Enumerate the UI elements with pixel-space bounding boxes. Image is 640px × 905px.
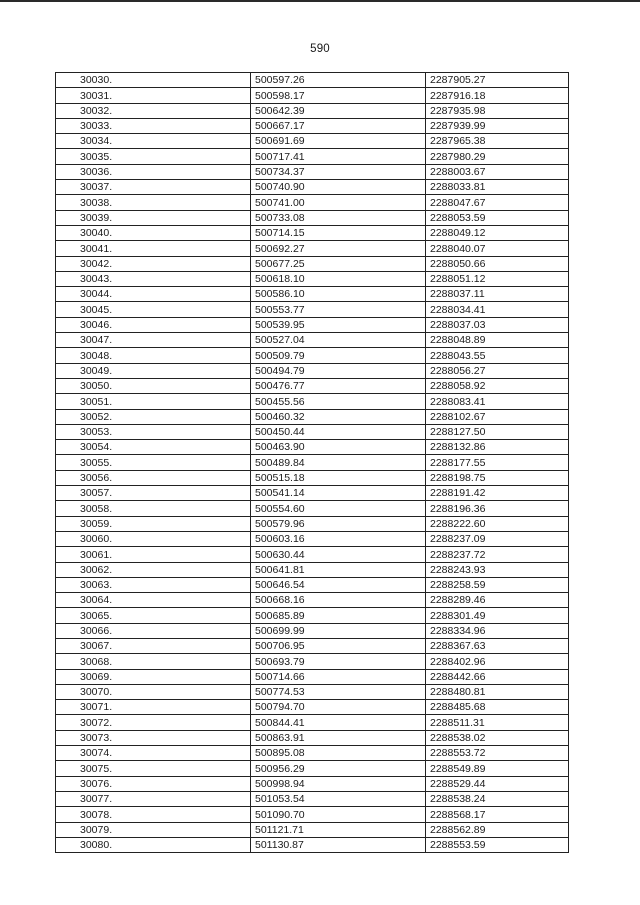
easting-cell: 500618.10 <box>251 271 426 286</box>
point-number-cell: 30034. <box>56 134 251 149</box>
table-row <box>56 195 569 210</box>
northing-cell: 2288083.41 <box>426 394 569 409</box>
northing-cell: 2288402.96 <box>426 654 569 669</box>
table-row <box>56 210 569 225</box>
coordinates-table <box>55 72 569 853</box>
easting-cell: 500691.69 <box>251 134 426 149</box>
northing-cell: 2288549.89 <box>426 761 569 776</box>
table-row <box>56 333 569 348</box>
point-number-cell: 30077. <box>56 791 251 806</box>
point-number-cell: 30045. <box>56 302 251 317</box>
table-row <box>56 363 569 378</box>
point-number-cell: 30055. <box>56 455 251 470</box>
table-row <box>56 623 569 638</box>
easting-cell: 500539.95 <box>251 317 426 332</box>
easting-cell: 500733.08 <box>251 210 426 225</box>
point-number-cell: 30059. <box>56 516 251 531</box>
northing-cell: 2288037.03 <box>426 317 569 332</box>
table-row <box>56 531 569 546</box>
northing-cell: 2287980.29 <box>426 149 569 164</box>
point-number-cell: 30039. <box>56 210 251 225</box>
easting-cell: 500706.95 <box>251 638 426 653</box>
table-row <box>56 638 569 653</box>
point-number-cell: 30031. <box>56 88 251 103</box>
table-row <box>56 118 569 133</box>
point-number-cell: 30038. <box>56 195 251 210</box>
easting-cell: 500714.66 <box>251 669 426 684</box>
point-number-cell: 30064. <box>56 593 251 608</box>
northing-cell: 2288048.89 <box>426 333 569 348</box>
point-number-cell: 30040. <box>56 225 251 240</box>
point-number-cell: 30061. <box>56 547 251 562</box>
northing-cell: 2288485.68 <box>426 700 569 715</box>
easting-cell: 500642.39 <box>251 103 426 118</box>
easting-cell: 500740.90 <box>251 180 426 195</box>
point-number-cell: 30068. <box>56 654 251 669</box>
easting-cell: 500630.44 <box>251 547 426 562</box>
easting-cell: 500895.08 <box>251 746 426 761</box>
easting-cell: 500494.79 <box>251 363 426 378</box>
table-row <box>56 761 569 776</box>
table-row <box>56 73 569 88</box>
table-row <box>56 501 569 516</box>
table-row <box>56 287 569 302</box>
table-row <box>56 348 569 363</box>
table-row <box>56 317 569 332</box>
easting-cell: 500699.99 <box>251 623 426 638</box>
easting-cell: 500553.77 <box>251 302 426 317</box>
easting-cell: 501090.70 <box>251 807 426 822</box>
table-row <box>56 256 569 271</box>
northing-cell: 2288003.67 <box>426 164 569 179</box>
table-row <box>56 103 569 118</box>
point-number-cell: 30032. <box>56 103 251 118</box>
point-number-cell: 30058. <box>56 501 251 516</box>
table-row <box>56 837 569 852</box>
northing-cell: 2288480.81 <box>426 684 569 699</box>
point-number-cell: 30057. <box>56 486 251 501</box>
table-row <box>56 593 569 608</box>
northing-cell: 2288237.72 <box>426 547 569 562</box>
northing-cell: 2287939.99 <box>426 118 569 133</box>
top-border-line <box>0 0 640 2</box>
easting-cell: 500541.14 <box>251 486 426 501</box>
table-row <box>56 409 569 424</box>
point-number-cell: 30066. <box>56 623 251 638</box>
easting-cell: 500463.90 <box>251 440 426 455</box>
page-number: 590 <box>310 43 330 55</box>
northing-cell: 2288237.09 <box>426 531 569 546</box>
easting-cell: 500685.89 <box>251 608 426 623</box>
northing-cell: 2288511.31 <box>426 715 569 730</box>
point-number-cell: 30053. <box>56 424 251 439</box>
point-number-cell: 30054. <box>56 440 251 455</box>
easting-cell: 500554.60 <box>251 501 426 516</box>
easting-cell: 500579.96 <box>251 516 426 531</box>
northing-cell: 2288053.59 <box>426 210 569 225</box>
table-row <box>56 562 569 577</box>
northing-cell: 2288367.63 <box>426 638 569 653</box>
table-row <box>56 608 569 623</box>
table-row <box>56 715 569 730</box>
northing-cell: 2288056.27 <box>426 363 569 378</box>
northing-cell: 2288538.02 <box>426 730 569 745</box>
northing-cell: 2288568.17 <box>426 807 569 822</box>
point-number-cell: 30065. <box>56 608 251 623</box>
northing-cell: 2288058.92 <box>426 378 569 393</box>
easting-cell: 500956.29 <box>251 761 426 776</box>
easting-cell: 501121.71 <box>251 822 426 837</box>
table-row <box>56 547 569 562</box>
table-row <box>56 791 569 806</box>
northing-cell: 2288177.55 <box>426 455 569 470</box>
northing-cell: 2288289.46 <box>426 593 569 608</box>
northing-cell: 2288127.50 <box>426 424 569 439</box>
northing-cell: 2288529.44 <box>426 776 569 791</box>
easting-cell: 500734.37 <box>251 164 426 179</box>
point-number-cell: 30060. <box>56 531 251 546</box>
point-number-cell: 30042. <box>56 256 251 271</box>
point-number-cell: 30070. <box>56 684 251 699</box>
easting-cell: 500586.10 <box>251 287 426 302</box>
northing-cell: 2288051.12 <box>426 271 569 286</box>
northing-cell: 2288553.59 <box>426 837 569 852</box>
easting-cell: 500717.41 <box>251 149 426 164</box>
easting-cell: 500450.44 <box>251 424 426 439</box>
northing-cell: 2288442.66 <box>426 669 569 684</box>
table-row <box>56 424 569 439</box>
table-row <box>56 684 569 699</box>
easting-cell: 500693.79 <box>251 654 426 669</box>
northing-cell: 2288538.24 <box>426 791 569 806</box>
easting-cell: 500863.91 <box>251 730 426 745</box>
table-row <box>56 225 569 240</box>
northing-cell: 2288243.93 <box>426 562 569 577</box>
table-row <box>56 164 569 179</box>
easting-cell: 500844.41 <box>251 715 426 730</box>
table-row <box>56 486 569 501</box>
northing-cell: 2288037.11 <box>426 287 569 302</box>
point-number-cell: 30080. <box>56 837 251 852</box>
point-number-cell: 30069. <box>56 669 251 684</box>
easting-cell: 500509.79 <box>251 348 426 363</box>
easting-cell: 500489.84 <box>251 455 426 470</box>
northing-cell: 2288198.75 <box>426 470 569 485</box>
point-number-cell: 30063. <box>56 577 251 592</box>
easting-cell: 500598.17 <box>251 88 426 103</box>
northing-cell: 2288043.55 <box>426 348 569 363</box>
point-number-cell: 30049. <box>56 363 251 378</box>
easting-cell: 500641.81 <box>251 562 426 577</box>
northing-cell: 2288301.49 <box>426 608 569 623</box>
table-row <box>56 302 569 317</box>
easting-cell: 500527.04 <box>251 333 426 348</box>
northing-cell: 2288034.41 <box>426 302 569 317</box>
point-number-cell: 30044. <box>56 287 251 302</box>
point-number-cell: 30050. <box>56 378 251 393</box>
easting-cell: 500714.15 <box>251 225 426 240</box>
table-row <box>56 516 569 531</box>
point-number-cell: 30036. <box>56 164 251 179</box>
point-number-cell: 30030. <box>56 73 251 88</box>
northing-cell: 2288049.12 <box>426 225 569 240</box>
table-row <box>56 180 569 195</box>
easting-cell: 500460.32 <box>251 409 426 424</box>
point-number-cell: 30072. <box>56 715 251 730</box>
coordinates-table-body <box>56 73 569 853</box>
table-row <box>56 378 569 393</box>
table-row <box>56 822 569 837</box>
easting-cell: 500476.77 <box>251 378 426 393</box>
point-number-cell: 30062. <box>56 562 251 577</box>
northing-cell: 2287965.38 <box>426 134 569 149</box>
easting-cell: 500794.70 <box>251 700 426 715</box>
northing-cell: 2288562.89 <box>426 822 569 837</box>
easting-cell: 500998.94 <box>251 776 426 791</box>
easting-cell: 500646.54 <box>251 577 426 592</box>
easting-cell: 500692.27 <box>251 241 426 256</box>
northing-cell: 2288050.66 <box>426 256 569 271</box>
northing-cell: 2288553.72 <box>426 746 569 761</box>
northing-cell: 2288132.86 <box>426 440 569 455</box>
table-row <box>56 654 569 669</box>
point-number-cell: 30051. <box>56 394 251 409</box>
point-number-cell: 30074. <box>56 746 251 761</box>
point-number-cell: 30048. <box>56 348 251 363</box>
point-number-cell: 30033. <box>56 118 251 133</box>
table-row <box>56 470 569 485</box>
easting-cell: 500597.26 <box>251 73 426 88</box>
point-number-cell: 30078. <box>56 807 251 822</box>
point-number-cell: 30079. <box>56 822 251 837</box>
easting-cell: 500455.56 <box>251 394 426 409</box>
table-row <box>56 241 569 256</box>
point-number-cell: 30035. <box>56 149 251 164</box>
table-row <box>56 149 569 164</box>
northing-cell: 2288258.59 <box>426 577 569 592</box>
easting-cell: 500677.25 <box>251 256 426 271</box>
table-row <box>56 776 569 791</box>
table-row <box>56 807 569 822</box>
table-row <box>56 440 569 455</box>
table-row <box>56 271 569 286</box>
point-number-cell: 30047. <box>56 333 251 348</box>
northing-cell: 2287916.18 <box>426 88 569 103</box>
easting-cell: 501053.54 <box>251 791 426 806</box>
table-row <box>56 577 569 592</box>
easting-cell: 500515.18 <box>251 470 426 485</box>
point-number-cell: 30076. <box>56 776 251 791</box>
point-number-cell: 30075. <box>56 761 251 776</box>
northing-cell: 2288102.67 <box>426 409 569 424</box>
northing-cell: 2288033.81 <box>426 180 569 195</box>
easting-cell: 500603.16 <box>251 531 426 546</box>
point-number-cell: 30067. <box>56 638 251 653</box>
easting-cell: 500668.16 <box>251 593 426 608</box>
northing-cell: 2288040.07 <box>426 241 569 256</box>
point-number-cell: 30071. <box>56 700 251 715</box>
table-row <box>56 700 569 715</box>
northing-cell: 2288196.36 <box>426 501 569 516</box>
table-row <box>56 394 569 409</box>
northing-cell: 2287935.98 <box>426 103 569 118</box>
table-row <box>56 669 569 684</box>
point-number-cell: 30052. <box>56 409 251 424</box>
easting-cell: 501130.87 <box>251 837 426 852</box>
northing-cell: 2288047.67 <box>426 195 569 210</box>
table-row <box>56 455 569 470</box>
table-row <box>56 746 569 761</box>
point-number-cell: 30073. <box>56 730 251 745</box>
northing-cell: 2288191.42 <box>426 486 569 501</box>
easting-cell: 500774.53 <box>251 684 426 699</box>
table-row <box>56 730 569 745</box>
point-number-cell: 30043. <box>56 271 251 286</box>
point-number-cell: 30046. <box>56 317 251 332</box>
table-row <box>56 88 569 103</box>
table-row <box>56 134 569 149</box>
easting-cell: 500667.17 <box>251 118 426 133</box>
point-number-cell: 30037. <box>56 180 251 195</box>
point-number-cell: 30056. <box>56 470 251 485</box>
northing-cell: 2288222.60 <box>426 516 569 531</box>
point-number-cell: 30041. <box>56 241 251 256</box>
northing-cell: 2288334.96 <box>426 623 569 638</box>
northing-cell: 2287905.27 <box>426 73 569 88</box>
easting-cell: 500741.00 <box>251 195 426 210</box>
